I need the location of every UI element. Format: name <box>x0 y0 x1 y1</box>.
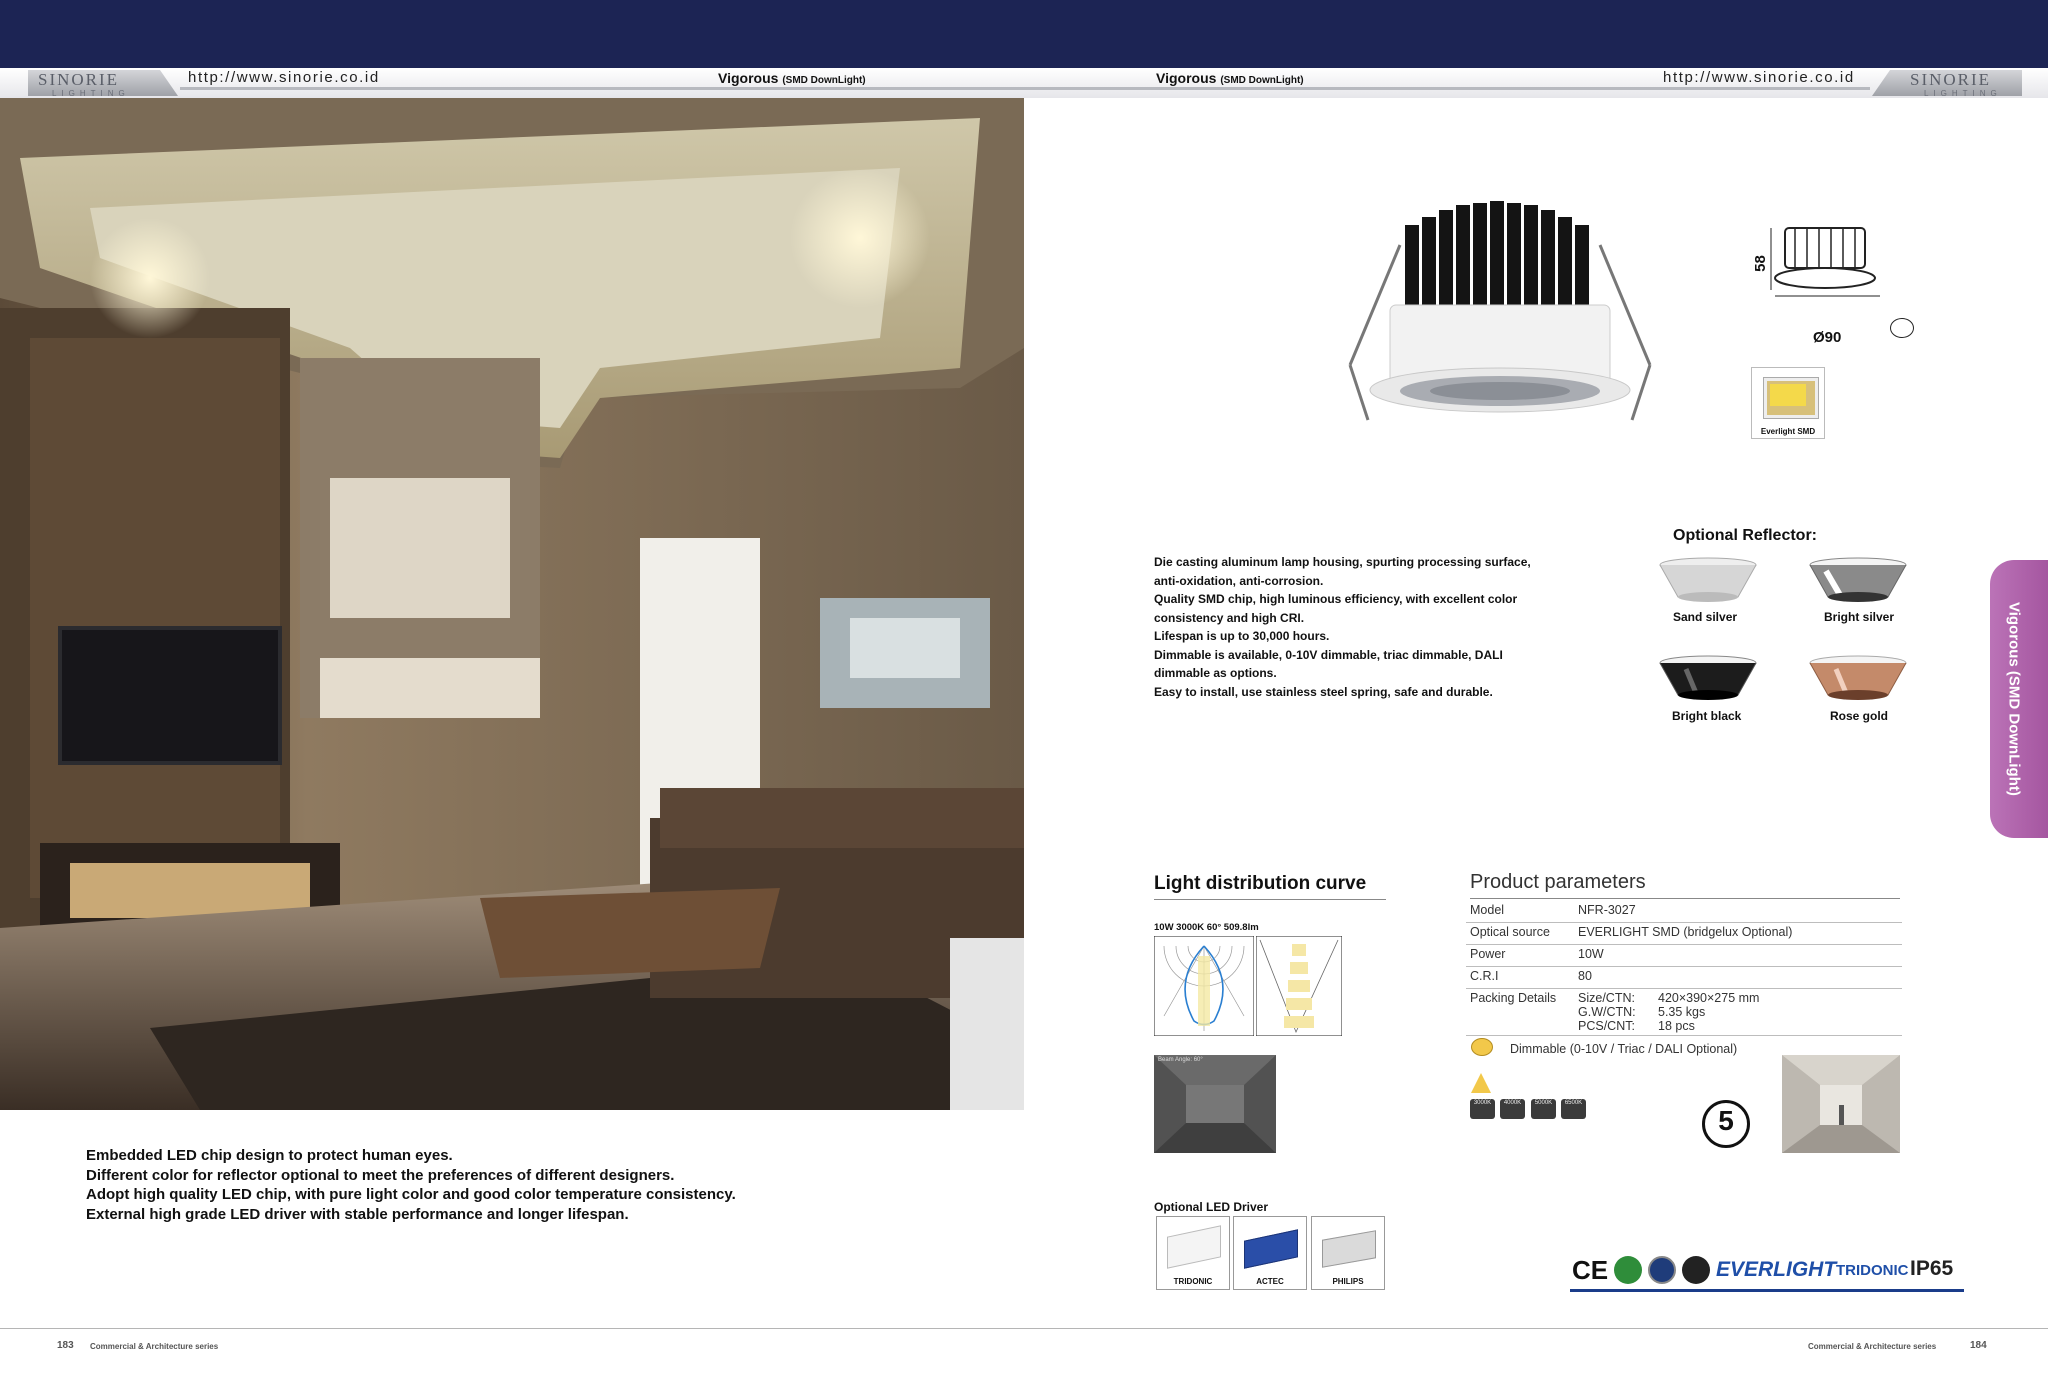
params-table <box>1466 901 1902 1036</box>
reflector-label-sand-silver: Sand silver <box>1673 610 1738 624</box>
header-band <box>0 0 2048 68</box>
logo-left-sub: LIGHTING <box>52 89 130 98</box>
table-row: Packing Details Size/CTN: 420×390×275 mm G.W/CTN: 5.35 kgs PCS/CNT: 18 pcs <box>1466 989 1902 1036</box>
url-left[interactable]: http://www.sinorie.co.id <box>188 69 380 86</box>
side-tab-label: Vigorous (SMD DownLight) <box>2005 602 2023 796</box>
product-description: Die casting aluminum lamp housing, spurting processing surface, anti-oxidation, anti-corrosion. Quality SMD chip, high luminous efficiency, with excellent color consistency and high CRI. Lifespan is up to 30,000 hours. Dimmable is available, 0-10V dimmable, triac dimmable, DALI dimmable as options. Easy to install, use stainless steel spring, safe and durable. <box>1154 555 1531 699</box>
beam-angle-label: Beam Angle: 60° <box>1158 1057 1203 1063</box>
corridor-render <box>1782 1055 1900 1158</box>
logo-right-sub: LIGHTING <box>1924 89 2002 98</box>
footer-series-left: Commercial & Architecture series <box>90 1342 219 1351</box>
logo-right: SINORIE <box>1910 70 1992 89</box>
reflector-bright-black <box>1656 655 1760 708</box>
reflector-label-bright-black: Bright black <box>1672 709 1742 723</box>
quality-icon <box>1648 1256 1676 1284</box>
logo-left: SINORIE <box>38 70 120 89</box>
ce-mark: CE <box>1572 1255 1609 1285</box>
table-row: Power 10W <box>1466 945 1902 967</box>
product-image <box>1330 195 1670 450</box>
drivers-title: Optional LED Driver <box>1154 1200 1269 1214</box>
safety-icon <box>1682 1256 1710 1284</box>
reflector-label-rose-gold: Rose gold <box>1830 709 1889 723</box>
dimension-drawing <box>1745 220 1925 315</box>
warranty-badge <box>1697 1097 1751 1151</box>
interior-photo <box>0 98 1024 1110</box>
cct-5000k: 5000K <box>1531 1099 1556 1119</box>
dimension-height: 58 <box>1751 255 1769 272</box>
params-title: Product parameters <box>1470 871 1646 893</box>
dimension-diameter: Ø90 <box>1813 329 1842 346</box>
spring-icon <box>1890 318 1914 338</box>
reflector-label-bright-silver: Bright silver <box>1824 610 1895 624</box>
table-row: C.R.I 80 <box>1466 967 1902 989</box>
page-number-left: 183 <box>57 1340 74 1351</box>
cct-6500k: 6500K <box>1561 1099 1586 1119</box>
tridonic-logo: TRIDONIC <box>1836 1262 1909 1279</box>
driver-tridonic: TRIDONIC <box>1156 1216 1230 1290</box>
cct-3000k: 3000K <box>1470 1099 1495 1119</box>
features-text: Embedded LED chip design to protect human eyes. Different color for reflector optional to meet the preferences of different designers. Adopt high quality LED chip, with pure light color and good color temperature consistency. External high grade LED driver with stable performance and longer lifespan. <box>86 1147 736 1223</box>
ip65-mark: IP65 <box>1910 1257 1954 1280</box>
polar-curve-chart <box>1154 936 1254 1041</box>
certification-bar <box>1570 1253 1964 1292</box>
driver-philips: PHILIPS <box>1311 1216 1385 1290</box>
smd-chip-image <box>1751 367 1825 439</box>
reflector-title: Optional Reflector: <box>1673 527 1818 544</box>
header-title-left: Vigorous (SMD DownLight) <box>718 70 866 86</box>
header-rule <box>180 87 1870 90</box>
warning-icon <box>1471 1073 1491 1093</box>
footer-series-right: Commercial & Architecture series <box>1808 1342 1937 1351</box>
reflector-bright-silver <box>1806 557 1910 610</box>
dimmable-icon <box>1471 1038 1493 1056</box>
page-number-right: 184 <box>1970 1340 1987 1351</box>
smd-chip-label: Everlight SMD <box>1760 427 1816 436</box>
header-title-right: Vigorous (SMD DownLight) <box>1156 70 1304 86</box>
eco-icon <box>1614 1256 1642 1284</box>
illuminance-chart <box>1256 936 1342 1041</box>
driver-actec: ACTEC <box>1233 1216 1307 1290</box>
table-row: Optical source EVERLIGHT SMD (bridgelux Optional) <box>1466 923 1902 945</box>
reflector-rose-gold <box>1806 655 1910 708</box>
beam-render <box>1154 1055 1276 1158</box>
light-curve-title: Light distribution curve <box>1154 873 1367 894</box>
light-curve-spec: 10W 3000K 60° 509.8lm <box>1154 922 1259 933</box>
side-tab-label-box <box>1990 560 2038 838</box>
reflector-sand-silver <box>1656 557 1760 610</box>
cct-4000k: 4000K <box>1500 1099 1525 1119</box>
everlight-logo: EVERLIGHT <box>1716 1258 1837 1281</box>
light-curve-rule <box>1154 899 1386 900</box>
table-row: Model NFR-3027 <box>1466 901 1902 923</box>
footer-rule <box>0 1328 2048 1329</box>
url-right[interactable]: http://www.sinorie.co.id <box>1663 69 1855 86</box>
packing-weight: G.W/CTN: 5.35 kgs <box>1578 1005 1706 1019</box>
params-rule <box>1470 898 1900 899</box>
packing-size: Size/CTN: 420×390×275 mm <box>1578 991 1760 1005</box>
packing-pcs: PCS/CNT: 18 pcs <box>1578 1019 1695 1033</box>
dimmable-text: Dimmable (0-10V / Triac / DALI Optional) <box>1510 1042 1738 1056</box>
warranty-years: 5 <box>1718 1105 1734 1136</box>
